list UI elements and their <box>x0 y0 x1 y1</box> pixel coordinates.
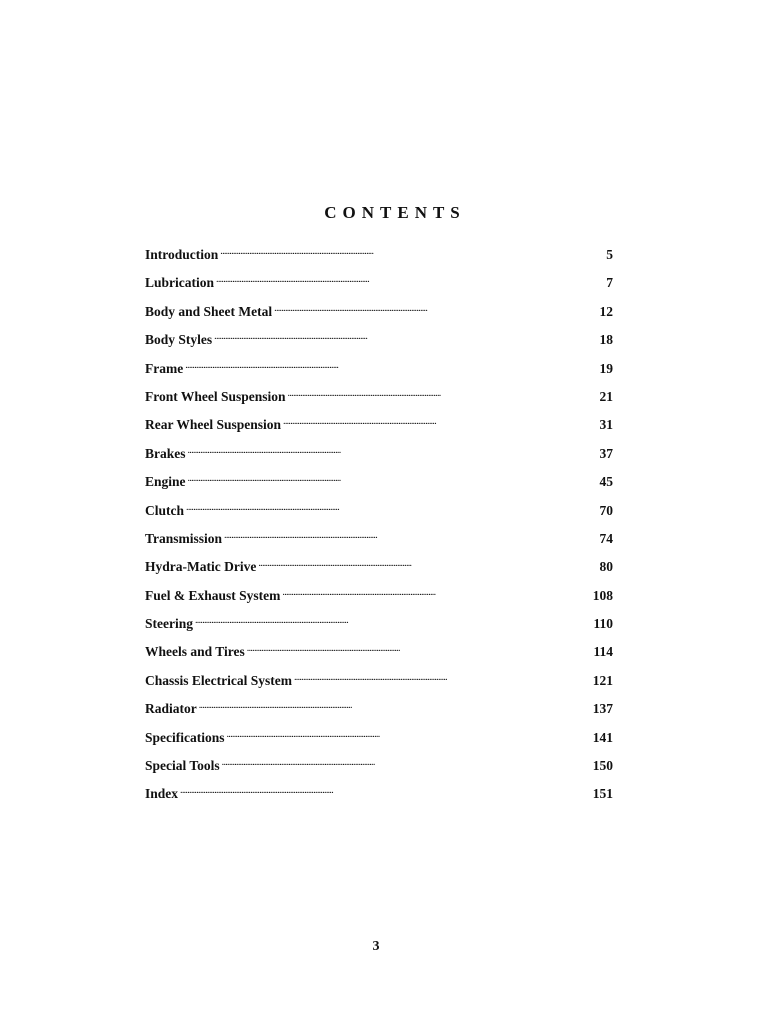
dot-leader <box>247 642 592 656</box>
toc-entry-page: 45 <box>599 474 613 490</box>
toc-entry-label: Steering <box>145 616 193 632</box>
toc-entry-page: 5 <box>606 247 613 262</box>
dot-leader <box>195 614 591 628</box>
toc-entry <box>145 245 613 273</box>
toc-entry <box>145 273 613 301</box>
dot-leader <box>220 245 597 259</box>
toc-entry <box>145 756 613 784</box>
dot-leader <box>224 529 597 543</box>
toc-entry-label: Chassis Electrical System <box>145 672 292 688</box>
toc-entry <box>145 529 613 557</box>
toc-entry-page: 7 <box>606 275 613 291</box>
toc-entry <box>145 415 613 443</box>
toc-entry <box>145 784 613 812</box>
dot-leader <box>258 557 597 571</box>
toc-entry-page: 121 <box>592 672 613 688</box>
toc-entry-label: Rear Wheel Suspension <box>145 417 282 433</box>
dot-leader <box>222 756 591 770</box>
dot-leader <box>188 444 598 458</box>
toc-entry-label: Frame <box>145 360 184 376</box>
toc-entry <box>145 614 613 642</box>
toc-entry <box>145 501 613 529</box>
toc-entry-page: 21 <box>599 388 613 404</box>
toc-entry-page: 31 <box>599 417 613 433</box>
page-number: 3 <box>372 939 380 954</box>
dot-leader <box>227 728 591 742</box>
toc-entry-page: 18 <box>599 332 613 348</box>
toc-entry <box>145 557 613 585</box>
toc-entry <box>145 330 613 358</box>
toc-entry-page: 74 <box>599 530 613 546</box>
toc-entry-page: 108 <box>592 587 613 603</box>
toc-entry-label: Body and Sheet Metal <box>145 303 273 319</box>
toc-entry-label: Introduction <box>145 247 219 262</box>
toc-entry-label: Special Tools <box>145 758 220 774</box>
toc-entry-label: Body Styles <box>145 332 213 348</box>
toc-entry-label: Hydra-Matic Drive <box>145 559 257 575</box>
toc-entry-page: 12 <box>599 303 613 319</box>
toc-entry <box>145 472 613 500</box>
toc-entry-label: Brakes <box>145 445 186 461</box>
page-title: CONTENTS <box>324 203 466 222</box>
toc-entry-page: 19 <box>599 360 613 376</box>
toc-entry-label: Radiator <box>145 701 197 717</box>
toc-entry-label: Lubrication <box>145 275 215 291</box>
toc-entry-label: Engine <box>145 474 186 490</box>
toc-entry-page: 141 <box>592 729 613 745</box>
dot-leader <box>282 586 590 600</box>
toc-entry <box>145 359 613 387</box>
toc-entry-page: 137 <box>592 701 613 717</box>
dot-leader <box>180 784 591 798</box>
dot-leader <box>294 671 591 685</box>
dot-leader <box>283 415 597 429</box>
dot-leader <box>216 273 597 287</box>
toc-entry <box>145 642 613 670</box>
table-of-contents <box>145 245 613 813</box>
dot-leader <box>185 359 597 373</box>
toc-entry-label: Fuel & Exhaust System <box>145 587 281 603</box>
toc-entry-label: Transmission <box>145 530 223 546</box>
toc-entry-page: 151 <box>592 786 613 802</box>
toc-entry-page: 150 <box>592 758 613 774</box>
toc-entry-page: 37 <box>599 445 613 461</box>
toc-entry <box>145 302 613 330</box>
toc-entry-label: Specifications <box>145 729 225 745</box>
toc-entry <box>145 671 613 699</box>
dot-leader <box>188 472 597 486</box>
toc-entry <box>145 699 613 727</box>
toc-entry-page: 80 <box>599 559 613 575</box>
toc-entry-page: 70 <box>599 502 613 518</box>
toc-entry-label: Front Wheel Suspension <box>145 388 286 404</box>
dot-leader <box>214 330 597 344</box>
toc-entry <box>145 387 613 415</box>
toc-entry-label: Clutch <box>145 502 185 518</box>
dot-leader <box>288 387 597 401</box>
dot-leader <box>274 302 597 316</box>
toc-entry <box>145 728 613 756</box>
toc-entry <box>145 586 613 614</box>
toc-entry-label: Index <box>145 786 179 802</box>
toc-entry-page: 114 <box>593 644 613 660</box>
dot-leader <box>199 699 591 713</box>
toc-entry-page: 110 <box>593 616 613 632</box>
toc-entry-label: Wheels and Tires <box>145 644 245 660</box>
toc-entry <box>145 444 613 472</box>
dot-leader <box>186 501 597 515</box>
